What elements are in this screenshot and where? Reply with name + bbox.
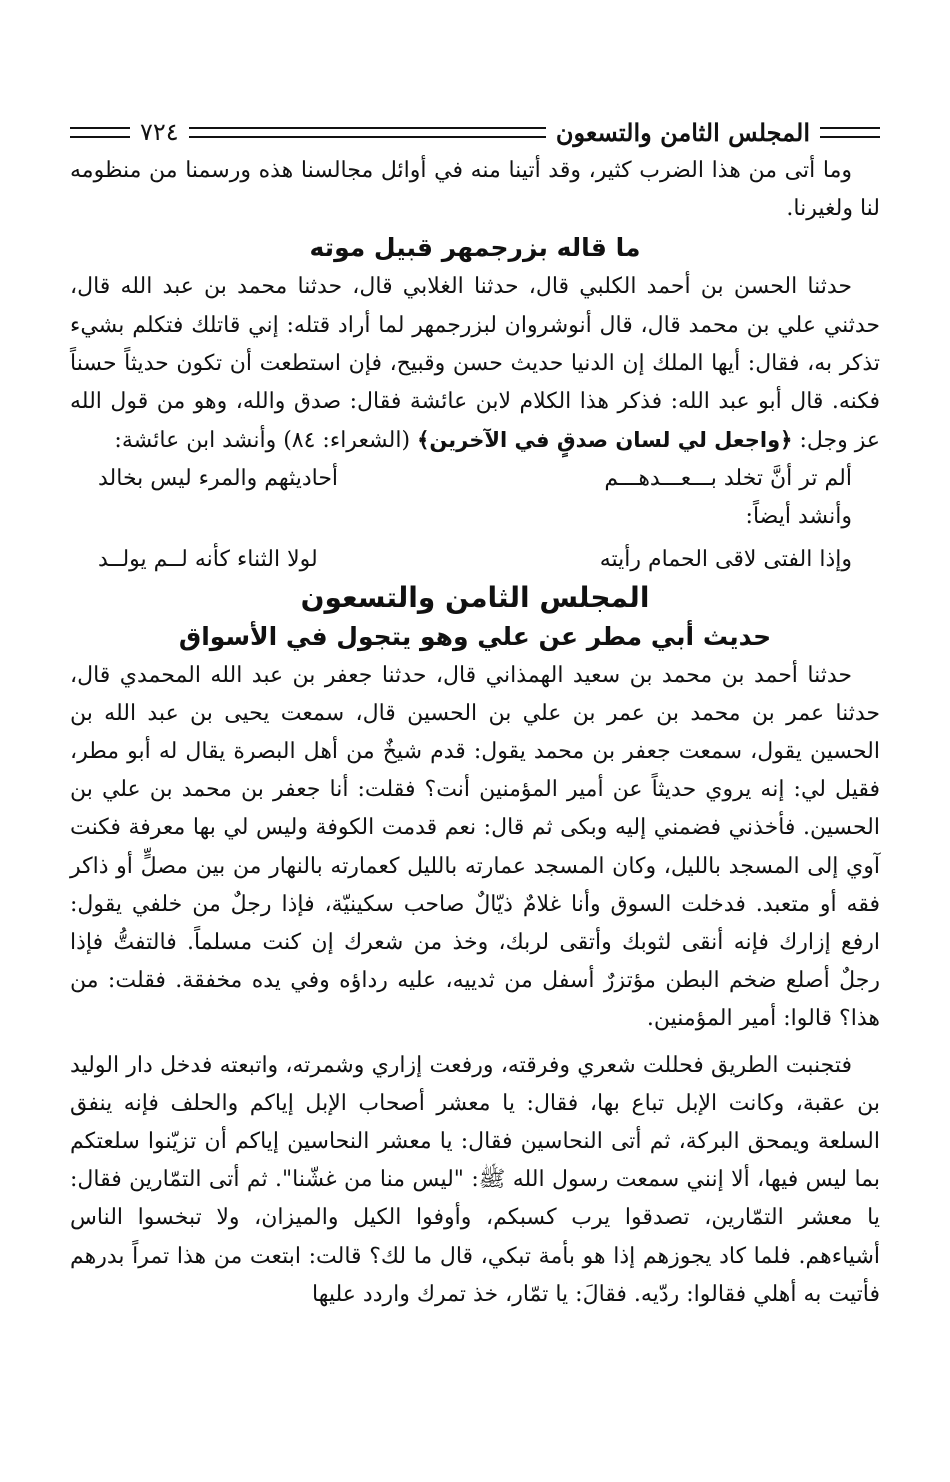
verse-second-hemistich: لولا الثناء كأنه لــم يولــد: [98, 546, 318, 572]
header-rule: [820, 127, 880, 138]
section-heading: حديث أبي مطر عن علي وهو يتجول في الأسواق: [178, 621, 772, 651]
header-rule: [189, 127, 546, 138]
running-header: [70, 112, 880, 152]
poem-verse: [70, 460, 880, 498]
section-heading: ما قاله بزرجمهر قبيل موته: [309, 233, 641, 263]
paragraph-text: (الشعراء: ٨٤) وأنشد ابن عائشة:: [114, 428, 411, 454]
body-paragraph: حدثنا أحمد بن محمد بن سعيد الهمذاني قال، حدثنا جعفر بن عبد الله المحمدي قال، حدثنا عمر بن محمد بن عمر بن علي بن الحسين قال، سمعت يحيى بن عبد الله بن الحسين يقول، سمعت جعفر بن محمد يقول: قدم شيخٌ من أهل البصرة يقال له أبو مطر، فقيل لي: إنه يروي حديثاً عن أمير المؤمنين أنت؟ فقلت: أنا جعفر بن محمد بن علي بن الحسين. فأخذني فضمني إليه وبكى ثم قال: نعم قدمت الكوفة وليس لي بها معرفة فكنت آوي إلى المسجد بالليل، وكان المسجد عمارته بالليل كعمارته بالنهار من بين مصلٍّ أو ذاكر فقه أو متعبد. فدخلت السوق وأنا غلامٌ ذيّالٌ صاحب سكينيّة، فإذا رجلٌ من خلفي يقول: ارفع إزارك فإنه أنقى لثوبك وأتقى لربك، وخذ من شعرك إن كنت مسلماً. فالتفتُّ فإذا رجلٌ أصلع ضخم البطن مؤتزرٌ أسفل من ثدييه، عليه رداؤه وفي يده مخفقة. فقلت: من هذا؟ قالوا: أمير المؤمنين.: [70, 662, 880, 1032]
body-paragraph: فتجنبت الطريق فحللت شعري وفرقته، ورفعت إزاري وشمرته، واتبعته فدخل دار الوليد بن عقبة، وكانت الإبل تباع بها، فقال: يا معشر أصحاب الإبل إياكم والحلف فإنه ينفق السلعة ويمحق البركة، ثم أتى النحاسين فقال: يا معشر النحاسين إياكم أن تزيّنوا سلعتكم بما ليس فيها، ألا إنني سمعت رسول الله ﷺ: "ليس منا من غشّنا". ثم أتى التمّارين فقال: يا معشر التمّارين، تصدقوا يرب كسبكم، وأوفوا الكيل والميزان، ولا تبخسوا الناس أشياءهم. فلما كاد يجوزهم إذا هو بأمة تبكي، قال ما لك؟ قالت: ابتعت من هذا تمراً بدرهم فأتيت به أهلي فقالوا: ردّيه. فقالَ: يا تمّار، خذ تمرك واردد عليها: [70, 1052, 880, 1307]
page-number: ٧٢٤: [140, 118, 179, 146]
intro-paragraph: وما أتى من هذا الضرب كثير، وقد أتينا منه في أوائل مجالسنا هذه ورسمنا من منظومه لنا ولغيرنا.: [70, 158, 880, 222]
header-title: المجلس الثامن والتسعون: [555, 117, 810, 147]
poem-verse: [70, 541, 880, 579]
body-line: وأنشد أيضاً:: [745, 504, 852, 530]
verse-first-hemistich: وإذا الفتى لاقى الحمام رأيته: [599, 546, 852, 572]
book-page: [70, 112, 880, 1314]
header-rule: [70, 127, 130, 138]
verse-second-hemistich: أحاديثهم والمرء ليس بخالد: [98, 466, 339, 492]
paragraph-text: حدثنا الحسن بن أحمد الكلبي قال، حدثنا الغلابي قال، حدثنا محمد بن عبد الله قال، حدثني علي بن محمد قال، قال أنوشروان لبزرجمهر لما أراد قتله: إني قاتلك فتكلم بشيء تذكر به، فقال: أيها الملك إن الدنيا حديث حسن وقبيح، فإن استطعت أن تكون حديثاً حسناً فكنه. قال أبو عبد الله: فذكر هذا الكلام لابن عائشة فقال: صدق والله، وهو من قول الله عز وجل:: [70, 274, 881, 454]
verse-first-hemistich: ألم تر أنَّ تخلد بـــعـــدهـــم: [604, 466, 852, 492]
quran-verse: ﴿واجعل لي لسان صدقٍ في الآخرين﴾: [417, 428, 793, 453]
chapter-title: المجلس الثامن والتسعون: [300, 580, 650, 614]
body-paragraph: [70, 268, 880, 460]
